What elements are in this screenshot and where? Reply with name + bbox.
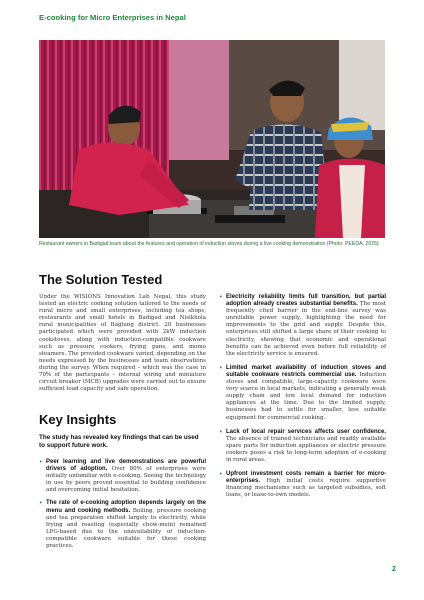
insights-list-right — [219, 294, 386, 499]
page-number: 2 — [392, 566, 396, 573]
insight-text: Induction stoves and compatible, large-capacity cookware were very scarce in local markets, indicating a generally weak supply chain and low local demand for induction appliances at the time. Due to the limited supply, businesses had to settle for smaller, less suitable equipment for commercial cooking. — [226, 371, 386, 421]
list-item — [39, 500, 206, 550]
insight-text: High initial costs require supportive financing mechanisms such as targeted subsidies, soft loans, or lease-to-own models. — [226, 478, 386, 499]
solution-paragraph: Under the WISIONS Innovation Lab Nepal, this study tested an electric cooking solution tailored to the needs of rural micro and small enterprises, including tea shops, restaurants and small hotels in Badigad and Nisikhola rural municipalities of Baglung district. 20 businesses participated which were provided with 2kW induction cookstoves, along with induction-compatible cookware such as pressure cookers, frying pans, and momo steamers. The provided cookware varied, depending on the needs expressed by the businesses and team observations during the survey. When required – which was the case in 70% of the participants – internal wiring and miniature circuit breaker (MCB) upgrades were carried out to ensure sufficient load capacity and safe operation. — [39, 294, 206, 393]
photo-caption: Restaurant owners in Badigad learn about the features and operation of induction stoves during a live cooking demonstration (Photo: PEEDA, 2025) — [39, 241, 379, 247]
insight-title: Electricity reliability limits full transition, but partial adoption already creates substantial benefits. — [226, 294, 386, 308]
solution-heading: The Solution Tested — [39, 272, 163, 287]
insights-list-left — [39, 459, 206, 550]
insight-title: Limited market availability of induction stoves and suitable cookware restricts commercial use. — [226, 364, 386, 378]
list-item — [219, 429, 386, 464]
insight-title: Lack of local repair services affects user confidence. — [226, 428, 386, 435]
key-insights-heading: Key Insights — [39, 412, 117, 427]
insight-text: The most frequently cited barrier in the end-line survey was unreliable power supply, highlighting the need for improvements to the grid and supply. Despite this, enterprises still shifted a large share of their cooking to electricity, showing that economic and operational benefits can be achieved even before full reliability of the electricity service is ensured. — [226, 301, 387, 357]
header-title: E-cooking for Micro Enterprises in Nepal — [39, 13, 186, 22]
key-insights-subheading: The study has revealed key findings that can be used to support future work. — [39, 434, 199, 449]
insight-title: Peer learning and live demonstrations are powerful drivers of adoption. — [46, 459, 206, 473]
list-item — [39, 459, 206, 494]
insight-title: The rate of e-cooking adoption depends largely on the menu and cooking methods. — [46, 500, 206, 514]
list-item — [219, 294, 386, 358]
insight-text: The absence of trained technicians and readily available spare parts for induction appliances or electric pressure cookers poses a risk to long-term adoption of e-cooking in rural areas. — [226, 435, 386, 463]
insight-text: Boiling, pressure cooking and tea preparation shifted largely to electricity, while frying and roasting (especially chow-mein) remained LPG-based due to the unavailability of induction-compatible cookware suitable for these cooking practices. — [46, 507, 206, 550]
insight-text: Over 80% of enterprises were initially unfamiliar with e-cooking. Seeing the technology in use by peers proved essential to building confidence and overcoming initial hesitation. — [46, 466, 206, 494]
list-item — [219, 365, 386, 422]
photo-cooking-demonstration — [39, 40, 385, 238]
insight-title: Upfront investment costs remain a barrier for micro-enterprises. — [226, 471, 386, 485]
list-item — [219, 471, 386, 499]
